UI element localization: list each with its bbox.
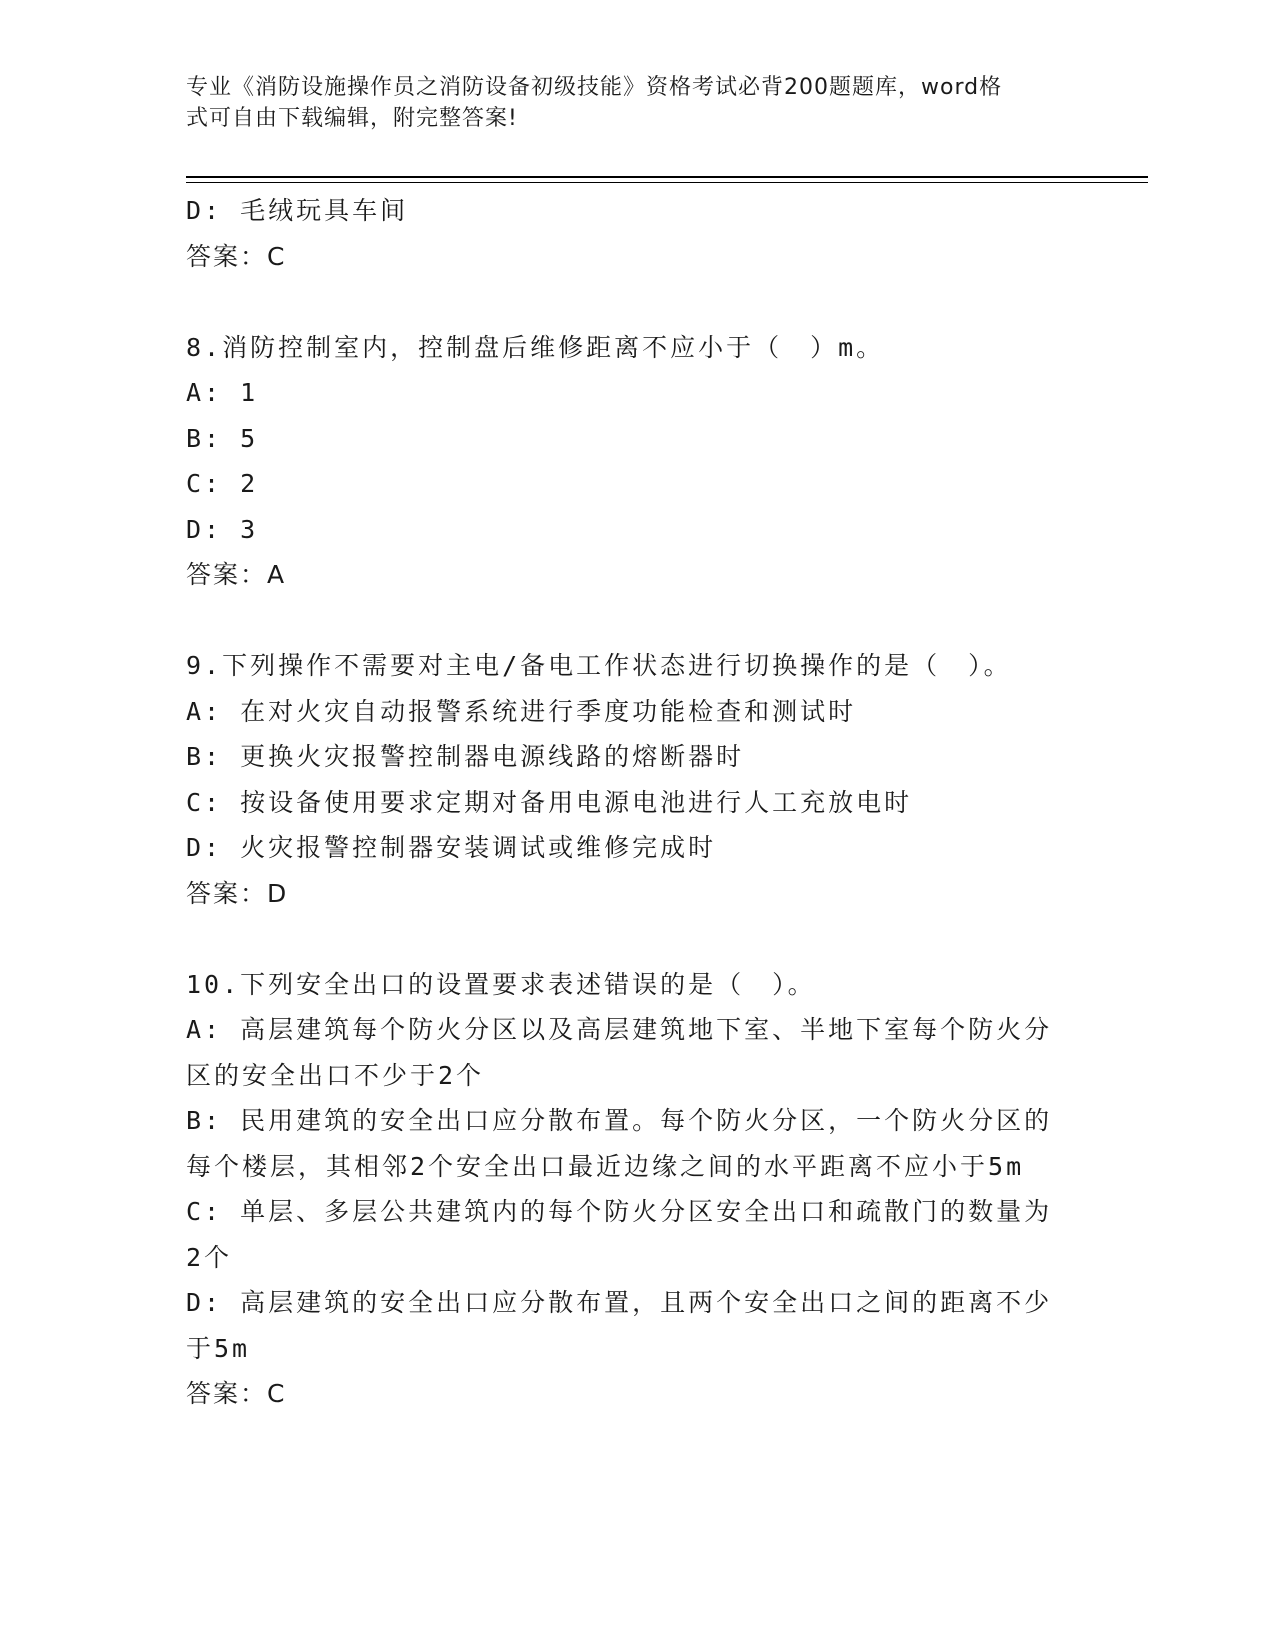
option-d: D: 3	[186, 514, 259, 544]
option-c: C: 按设备使用要求定期对备用电源电池进行人工充放电时	[186, 787, 913, 817]
option-d-line-2: 于5m	[186, 1333, 251, 1363]
answer-line: 答案：C	[186, 1379, 287, 1408]
option-b: B: 更换火灾报警控制器电源线路的熔断器时	[186, 742, 745, 771]
question-stem: 8.消防控制室内，控制盘后维修距离不应小于（ ）m。	[186, 332, 885, 362]
header-line-2: 式可自由下载编辑，附完整答案!	[186, 106, 518, 131]
option-a: A: 在对火灾自动报警系统进行季度功能检查和测试时	[186, 696, 857, 726]
spacer	[186, 916, 1066, 962]
option-d: D: 毛绒玩具车间	[186, 196, 409, 225]
option-d-line-1: D: 高层建筑的安全出口应分散布置，且两个安全出口之间的距离不少	[186, 1288, 1053, 1317]
spacer	[186, 279, 1066, 325]
answer-line: 答案：C	[186, 241, 287, 271]
previous-question-tail	[186, 188, 1066, 279]
document-body	[186, 188, 1066, 1417]
option-a-line-1: A: 高层建筑每个防火分区以及高层建筑地下室、半地下室每个防火分	[186, 1015, 1053, 1044]
document-header	[186, 72, 1066, 134]
option-a: A: 1	[186, 378, 259, 407]
question-stem: 9.下列操作不需要对主电/备电工作状态进行切换操作的是（ ）。	[186, 651, 1012, 680]
spacer	[186, 598, 1066, 644]
option-c-line-2: 2个	[186, 1242, 233, 1272]
question-stem: 10.下列安全出口的设置要求表述错误的是（ ）。	[186, 969, 816, 999]
option-b-line-2: 每个楼层，其相邻2个安全出口最近边缘之间的水平距离不应小于5m	[186, 1151, 1025, 1181]
answer-line: 答案：A	[186, 560, 287, 589]
question-10	[186, 962, 1066, 1417]
option-a-line-2: 区的安全出口不少于2个	[186, 1060, 485, 1090]
question-9	[186, 643, 1066, 916]
option-d: D: 火灾报警控制器安装调试或维修完成时	[186, 833, 717, 862]
option-b-line-1: B: 民用建筑的安全出口应分散布置。每个防火分区，一个防火分区的	[186, 1106, 1053, 1135]
option-c: C: 2	[186, 469, 259, 498]
option-b: B: 5	[186, 423, 259, 453]
answer-line: 答案：D	[186, 878, 289, 908]
option-c-line-1: C: 单层、多层公共建筑内的每个防火分区安全出口和疏散门的数量为	[186, 1197, 1053, 1226]
header-line-1: 专业《消防设施操作员之消防设备初级技能》资格考试必背200题题库，word格	[186, 75, 1003, 100]
header-rule-thick	[186, 176, 1148, 178]
question-8	[186, 325, 1066, 598]
header-rule-thin	[186, 182, 1148, 183]
